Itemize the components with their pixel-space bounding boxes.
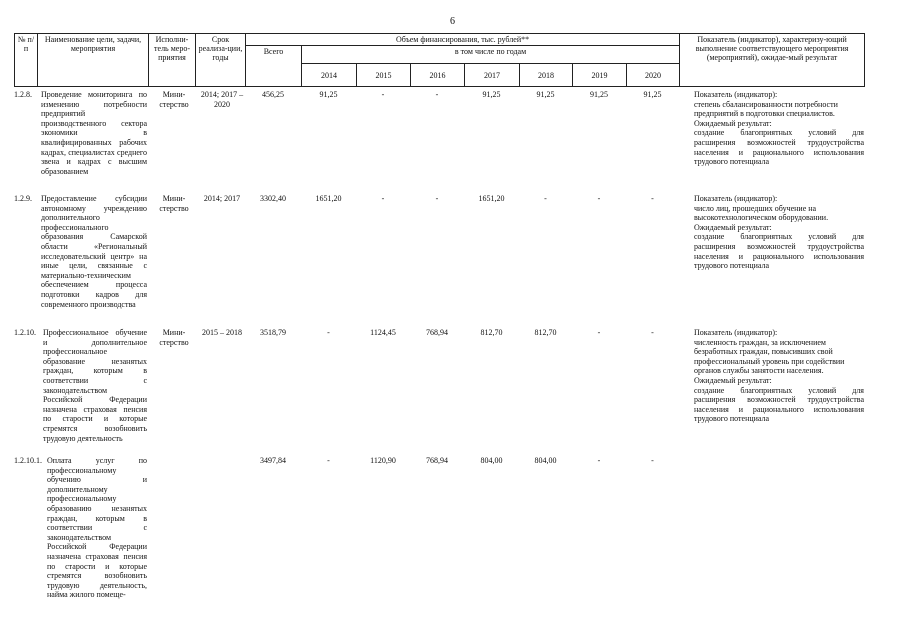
indicator-line: Ожидаемый результат: (694, 222, 772, 232)
row-year-value: 768,94 (426, 456, 448, 465)
header-name: Наименование цели, задачи, мероприятия (38, 34, 149, 87)
indicator-line: Показатель (индикатор): (694, 328, 778, 337)
row-year-value: 91,25 (319, 90, 338, 99)
row-year-value: 1651,20 (478, 194, 505, 203)
row-year-value: 812,70 (534, 328, 557, 337)
indicator-line: численность граждан, за исключением безработных граждан, повысивших свой профессиональный уровень при содействии органов службы занятости населения. (694, 337, 845, 376)
row-total: 3302,40 (260, 194, 286, 203)
header-year: 2017 (465, 64, 520, 87)
row-year-value: 91,25 (536, 90, 555, 99)
row-year-value: - (327, 328, 330, 337)
header-total: Всего (246, 46, 302, 87)
indicator-line: Ожидаемый результат: (694, 118, 772, 128)
header-num: № п/п (15, 34, 38, 87)
row-year-value: 1120,90 (370, 456, 396, 465)
row-name: Предоставление субсидии автономному учреждению дополнительного профессионального образования Самарской области «Региональный исследовательский центр» на иные цели, связанные с материально-техническим обеспечением процесса подготовки кадров для современного производства (41, 194, 147, 309)
indicator-line: Ожидаемый результат: (694, 375, 772, 385)
row-year-value: - (544, 194, 547, 203)
row-year-value: 812,70 (480, 328, 503, 337)
row-year-value: 91,25 (482, 90, 501, 99)
row-year-value: 1124,45 (370, 328, 396, 337)
row-term: 2014; 2017 (203, 194, 241, 203)
row-total: 3518,79 (260, 328, 286, 337)
row-year-value: - (435, 194, 439, 203)
row-total: 3497,84 (260, 456, 286, 465)
row-year-value: - (327, 456, 330, 465)
row-year-value: 768,94 (426, 328, 448, 337)
row-term: 2014; 2017 – 2020 (200, 90, 244, 109)
row-year-value: - (381, 90, 385, 99)
header-executor: Исполни-тель меро-приятия (149, 34, 196, 87)
header-year: 2020 (627, 64, 680, 87)
indicator-line: Показатель (индикатор): (694, 194, 778, 203)
indicator-line: создание благоприятных условий для расширения возможностей трудоустройства населения и рационального использования трудового потенциала (694, 385, 864, 424)
row-name: Оплата услуг по профессиональному обучению и дополнительному профессиональному образованию незанятых граждан, которым в соответствии с законодательством Российской Федерации назначена страховая пенсия по старости и которые стремятся возобновить трудовую деятельность, найма жилого помеще- (47, 456, 147, 600)
row-number: 1.2.10.1. (14, 456, 42, 465)
header-year: 2014 (302, 64, 357, 87)
page-number: 6 (450, 16, 455, 27)
row-year-value: 804,00 (480, 456, 503, 465)
row-name: Профессиональное обучение и дополнительное профессиональное образование незанятых граждан, которым в соответствии с законодательством Российской Федерации назначена страховая пенсия по старости и которые стремятся возобновить трудовую деятельность (43, 328, 147, 443)
indicator-line: степень сбалансированности потребности предприятий в подготовки специалистов. (694, 99, 838, 119)
table-header (14, 33, 864, 87)
header-year: 2019 (573, 64, 627, 87)
row-year-value: - (651, 456, 654, 465)
row-number: 1.2.9. (14, 194, 32, 203)
header-financing: Объем финансирования, тыс. рублей** (246, 34, 680, 46)
row-name: Проведение мониторинга по изменению потребности предприятий производственного сектора экономики в квалифицированных рабочих кадрах, специалистах среднего звена и кадрах с высшим образованием (41, 90, 147, 176)
row-indicator (694, 194, 864, 271)
row-number: 1.2.10. (14, 328, 36, 337)
row-year-value: - (381, 194, 385, 203)
indicator-line: создание благоприятных условий для расширения возможностей трудоустройства населения и рационального использования трудового потенциала (694, 232, 864, 271)
indicator-line: создание благоприятных условий для расширения возможностей трудоустройства населения и рационального использования трудового потенциала (694, 128, 864, 167)
row-year-value: 1651,20 (315, 194, 342, 203)
row-number: 1.2.8. (14, 90, 32, 99)
row-year-value: 91,25 (643, 90, 662, 99)
row-year-value: - (597, 194, 601, 203)
row-year-value: - (597, 328, 601, 337)
row-year-value: - (597, 456, 601, 465)
header-year: 2018 (520, 64, 573, 87)
row-year-value: 804,00 (534, 456, 557, 465)
indicator-line: число лиц, прошедших обучение на высокотехнологическом оборудовании. (694, 203, 829, 223)
row-total: 456,25 (262, 90, 284, 99)
row-year-value: - (435, 90, 439, 99)
row-year-value: - (651, 194, 654, 203)
row-indicator (694, 328, 864, 424)
row-year-value: 91,25 (590, 90, 608, 99)
header-indicator: Показатель (индикатор), характеризу-ющий выполнение соответствующего мероприятия (мероприятий), ожидае-мый результат (680, 34, 865, 87)
row-executor: Мини-стерство (159, 90, 189, 109)
header-by-year: в том числе по годам (302, 46, 680, 64)
header-term: Срок реализа-ции, годы (196, 34, 246, 87)
row-year-value: - (651, 328, 654, 337)
row-term: 2015 – 2018 (202, 328, 242, 337)
indicator-line: Показатель (индикатор): (694, 90, 778, 99)
row-indicator (694, 90, 864, 167)
header-year: 2016 (411, 64, 465, 87)
row-executor: Мини-стерство (159, 194, 189, 213)
header-year: 2015 (357, 64, 411, 87)
row-executor: Мини-стерство (159, 328, 189, 347)
